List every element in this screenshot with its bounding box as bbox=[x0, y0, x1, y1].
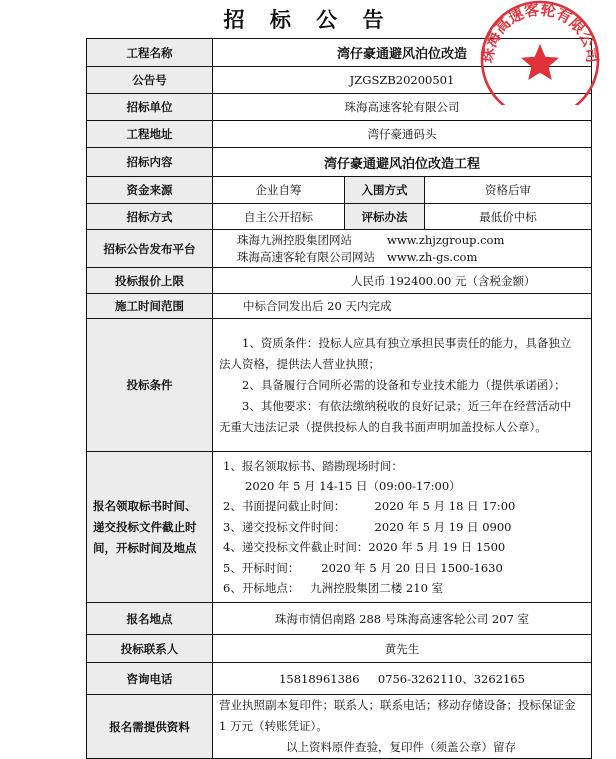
condition-item: 3、其他要求：有依法缴纳税收的良好记录；近三年在经营活动中无重大违法记录（提供投标人的自我书面声明加盖投标人公章）。 bbox=[219, 398, 572, 434]
row-key: 工程地址 bbox=[87, 121, 213, 148]
timeline-line: 2020 年 5 月 14-15 日（09:00-17:00） bbox=[245, 478, 461, 493]
row-key: 咨询电话 bbox=[87, 663, 213, 695]
timeline-line: 3、递交投标文件时间： 2020 年 5 月 19 日 0900 bbox=[223, 519, 512, 534]
timeline-line: 2、书面提问截止时间： 2020 年 5 月 18 日 17:00 bbox=[223, 499, 516, 514]
timeline-line: 1、报名领取标书、踏勘现场时间： bbox=[223, 458, 403, 473]
materials-cell bbox=[213, 695, 592, 759]
table-row bbox=[87, 177, 592, 204]
site-name: 珠海高速客轮有限公司网站 bbox=[237, 249, 375, 264]
row-key: 施工时间范围 bbox=[87, 294, 213, 319]
row-key: 招标公告发布平台 bbox=[87, 230, 213, 268]
table-row bbox=[87, 695, 592, 759]
tender-unit: 珠海高速客轮有限公司 bbox=[213, 94, 592, 121]
seal-text: 珠海高速客轮有限公司 bbox=[478, 0, 602, 64]
row-key: 入围方式 bbox=[345, 177, 425, 204]
table-row bbox=[87, 39, 592, 67]
tender-method: 自主公开招标 bbox=[213, 204, 345, 230]
table-row bbox=[87, 268, 592, 294]
platform-cell bbox=[213, 230, 592, 268]
evaluation-method: 最低价中标 bbox=[425, 204, 592, 230]
timeline-line: 5、开标时间： 2020 年 5 月 20 日日 1500-1630 bbox=[223, 560, 503, 575]
materials-text: 营业执照副本复印件；联系人；联系电话；移动存储设备；投标保证金 1 万元（转账凭证）。 bbox=[219, 698, 576, 733]
site-url[interactable]: www.zh-gs.com bbox=[387, 249, 478, 264]
table-row bbox=[87, 230, 592, 268]
consult-phone: 15818961386 0756-3262110、3262165 bbox=[213, 663, 592, 695]
project-name: 湾仔豪通避风泊位改造 bbox=[213, 39, 592, 67]
price-limit: 人民币 192400.00 元（含税金额） bbox=[213, 268, 592, 294]
materials-note: 以上资料原件查验，复印件（须盖公章）留存 bbox=[286, 740, 516, 754]
table-row bbox=[87, 148, 592, 177]
platform-site bbox=[237, 232, 585, 249]
site-url[interactable]: www.zhjzgroup.com bbox=[387, 232, 505, 247]
timeline-line: 4、递交投标文件截止时间：2020 年 5 月 19 日 1500 bbox=[223, 540, 506, 555]
table-row bbox=[87, 635, 592, 663]
table-row bbox=[87, 319, 592, 452]
row-key: 投标联系人 bbox=[87, 635, 213, 663]
row-key: 招标内容 bbox=[87, 148, 213, 177]
timeline-cell bbox=[213, 452, 592, 603]
platform-site bbox=[237, 249, 585, 266]
tender-table bbox=[86, 38, 592, 759]
row-key: 资金来源 bbox=[87, 177, 213, 204]
row-key: 公告号 bbox=[87, 67, 213, 94]
table-row bbox=[87, 603, 592, 635]
registration-address: 珠海市情侣南路 288 号珠海高速客轮公司 207 室 bbox=[213, 603, 592, 635]
table-row bbox=[87, 204, 592, 230]
row-key: 报名领取标书时间、递交投标文件截止时间，开标时间及地点 bbox=[87, 452, 213, 603]
table-row bbox=[87, 121, 592, 148]
row-key: 招标单位 bbox=[87, 94, 213, 121]
table-row bbox=[87, 294, 592, 319]
row-key: 评标办法 bbox=[345, 204, 425, 230]
contact-person: 黄先生 bbox=[213, 635, 592, 663]
table-row bbox=[87, 663, 592, 695]
announcement-number: JZGSZB20200501 bbox=[213, 67, 592, 94]
row-key: 投标条件 bbox=[87, 319, 213, 452]
shortlist-method: 资格后审 bbox=[425, 177, 592, 204]
bid-conditions bbox=[213, 319, 592, 452]
table-row bbox=[87, 67, 592, 94]
site-name: 珠海九洲控股集团网站 bbox=[237, 232, 352, 247]
row-key: 投标报价上限 bbox=[87, 268, 213, 294]
row-key: 工程名称 bbox=[87, 39, 213, 67]
funding-source: 企业自筹 bbox=[213, 177, 345, 204]
table-row bbox=[87, 452, 592, 603]
row-key: 报名地点 bbox=[87, 603, 213, 635]
row-key: 报名需提供资料 bbox=[87, 695, 213, 759]
project-address: 湾仔豪通码头 bbox=[213, 121, 592, 148]
tender-content: 湾仔豪通避风泊位改造工程 bbox=[213, 148, 592, 177]
condition-item: 1、资质条件：投标人应具有独立承担民事责任的能力，具备独立法人资格，提供法人营业执照； bbox=[219, 335, 572, 371]
construction-period: 中标合同发出后 20 天内完成 bbox=[213, 294, 592, 319]
page-title: 招 标 公 告 bbox=[223, 8, 393, 32]
row-key: 招标方式 bbox=[87, 204, 213, 230]
condition-item: 2、具备履行合同所必需的设备和专业技术能力（提供承诺函）； bbox=[242, 377, 566, 392]
table-row bbox=[87, 94, 592, 121]
timeline-line: 6、开标地点： 九洲控股集团二楼 210 室 bbox=[223, 581, 444, 596]
